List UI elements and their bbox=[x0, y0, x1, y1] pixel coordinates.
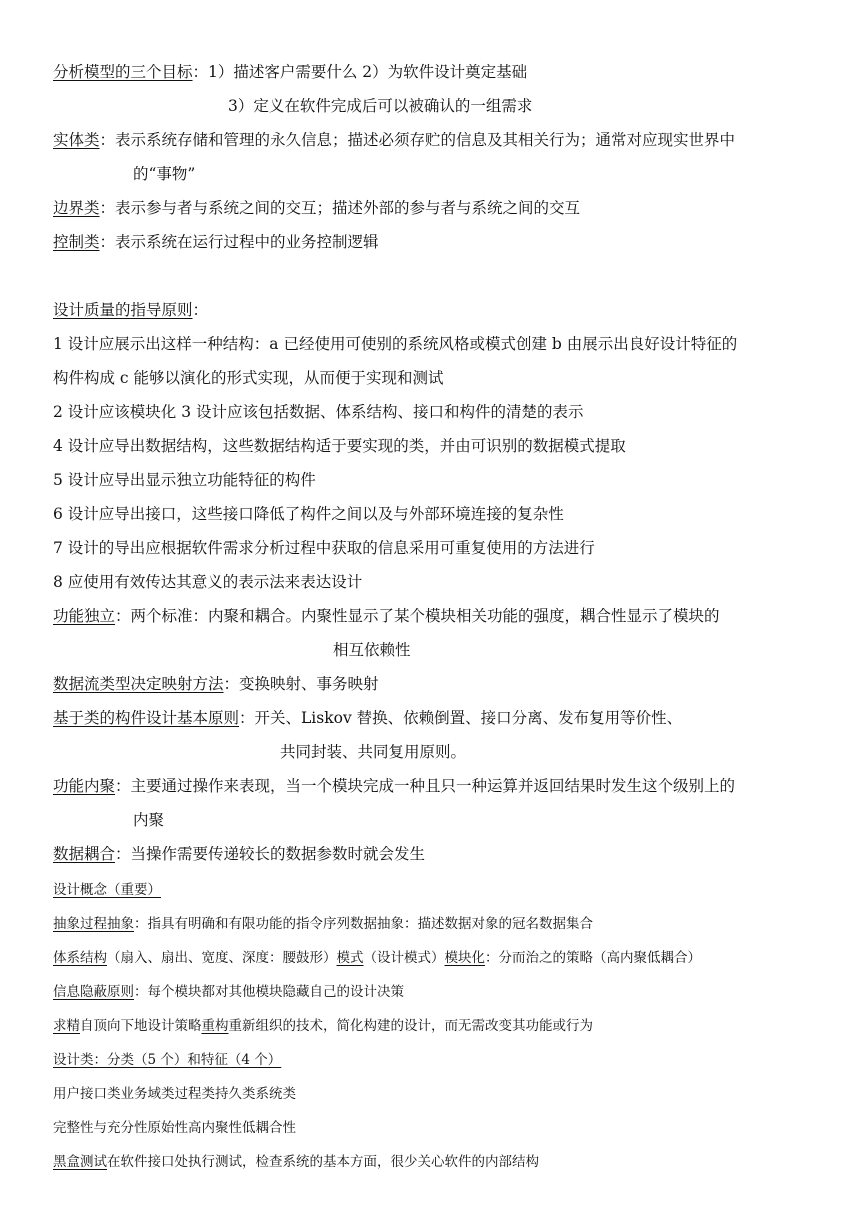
doc-line bbox=[53, 538, 595, 558]
doc-line bbox=[53, 948, 701, 968]
doc-line bbox=[53, 674, 379, 694]
line-text: 相互依赖性 bbox=[333, 641, 411, 659]
term: 设计质量的指导原则 bbox=[53, 301, 193, 319]
doc-line bbox=[133, 164, 195, 184]
term: 抽象过程抽象 bbox=[53, 916, 134, 932]
line-text: 8 应使用有效传达其意义的表示法来表达设计 bbox=[53, 573, 363, 591]
doc-line bbox=[53, 776, 735, 796]
line-text: 用户接口类业务域类过程类持久类系统类 bbox=[53, 1086, 296, 1102]
line-text: ：表示系统在运行过程中的业务控制逻辑 bbox=[99, 233, 379, 251]
line-text: 5 设计应导出显示独立功能特征的构件 bbox=[53, 471, 316, 489]
line-text: ：开关、Liskov 替换、依赖倒置、接口分离、发布复用等价性、 bbox=[239, 709, 683, 727]
term: 信息隐蔽原则 bbox=[53, 984, 134, 1000]
line-text: ： bbox=[192, 301, 209, 319]
doc-line bbox=[53, 232, 379, 252]
doc-line bbox=[53, 504, 564, 524]
line-text: 重新组织的技术，简化构建的设计，而无需改变其功能或行为 bbox=[228, 1018, 593, 1034]
line-text: 完整性与充分性原始性高内聚性低耦合性 bbox=[53, 1120, 296, 1136]
doc-line bbox=[53, 982, 404, 1002]
doc-line bbox=[53, 300, 208, 320]
doc-line bbox=[133, 810, 164, 830]
term: 边界类 bbox=[53, 199, 100, 217]
term: 数据耦合 bbox=[53, 845, 116, 863]
doc-line bbox=[228, 96, 532, 116]
line-text: ：变换映射、事务映射 bbox=[223, 675, 379, 693]
line-text: ：指具有明确和有限功能的指令序列数据抽象：描述数据对象的冠名数据集合 bbox=[134, 916, 593, 932]
line-text: 1 设计应展示出这样一种结构：a 已经使用可使别的系统风格或模式创建 b 由展示出良好设计特征的 bbox=[53, 335, 738, 353]
doc-line bbox=[53, 368, 444, 388]
doc-line bbox=[53, 880, 161, 900]
line-text: （设计模式） bbox=[363, 950, 445, 966]
line-text: ：分而治之的策略（高内聚低耦合） bbox=[485, 950, 701, 966]
line-text: （扇入、扇出、宽度、深度：腰鼓形） bbox=[107, 950, 337, 966]
doc-line bbox=[280, 742, 466, 762]
line-text: 3）定义在软件完成后可以被确认的一组需求 bbox=[228, 97, 533, 115]
doc-line bbox=[53, 198, 580, 218]
doc-line bbox=[53, 1152, 539, 1172]
doc-line bbox=[53, 470, 316, 490]
doc-line bbox=[333, 640, 411, 660]
doc-line bbox=[53, 1016, 593, 1036]
term: 黑盒测试 bbox=[53, 1154, 107, 1170]
line-text: ：两个标准：内聚和耦合。内聚性显示了某个模块相关功能的强度，耦合性显示了模块的 bbox=[115, 607, 720, 625]
doc-line bbox=[53, 334, 737, 354]
term: 求精 bbox=[53, 1018, 80, 1034]
doc-line bbox=[53, 914, 593, 934]
term: 数据流类型决定映射方法 bbox=[53, 675, 224, 693]
term: 设计类：分类（5 个）和特征（4 个） bbox=[53, 1052, 282, 1068]
doc-line bbox=[53, 606, 720, 626]
line-text: ：当操作需要传递较长的数据参数时就会发生 bbox=[115, 845, 426, 863]
doc-line bbox=[53, 1118, 296, 1138]
line-text: 共同封装、共同复用原则。 bbox=[280, 743, 467, 761]
term: 体系结构 bbox=[53, 950, 107, 966]
term: 实体类 bbox=[53, 131, 100, 149]
line-text: 6 设计应导出接口，这些接口降低了构件之间以及与外部环境连接的复杂性 bbox=[53, 505, 564, 523]
doc-line bbox=[53, 1084, 296, 1104]
line-text: 4 设计应导出数据结构，这些数据结构适于要实现的类，并由可识别的数据模式提取 bbox=[53, 437, 626, 455]
line-text: ：表示参与者与系统之间的交互；描述外部的参与者与系统之间的交互 bbox=[99, 199, 581, 217]
doc-line bbox=[53, 572, 362, 592]
line-text: ：表示系统存储和管理的永久信息；描述必须存贮的信息及其相关行为；通常对应现实世界中 bbox=[99, 131, 736, 149]
doc-line bbox=[53, 844, 425, 864]
doc-line bbox=[53, 130, 735, 150]
term: 模式 bbox=[336, 950, 364, 966]
term: 设计概念（重要） bbox=[53, 882, 161, 898]
line-text: 内聚 bbox=[133, 811, 165, 829]
line-text: 2 设计应该模块化 3 设计应该包括数据、体系结构、接口和构件的清楚的表示 bbox=[53, 403, 584, 421]
term: 重构 bbox=[201, 1018, 229, 1034]
term: 基于类的构件设计基本原则 bbox=[53, 709, 240, 727]
term: 功能独立 bbox=[53, 607, 116, 625]
doc-line bbox=[53, 402, 584, 422]
line-text: ：每个模块都对其他模块隐藏自己的设计决策 bbox=[134, 984, 404, 1000]
line-text: 在软件接口处执行测试，检查系统的基本方面，很少关心软件的内部结构 bbox=[107, 1154, 539, 1170]
term: 模块化 bbox=[444, 950, 485, 966]
term: 功能内聚 bbox=[53, 777, 116, 795]
term: 控制类 bbox=[53, 233, 100, 251]
doc-line bbox=[53, 62, 527, 82]
doc-line bbox=[53, 436, 626, 456]
doc-line bbox=[53, 1050, 281, 1070]
line-text: 的“事物” bbox=[133, 165, 196, 183]
term: 分析模型的三个目标 bbox=[53, 63, 193, 81]
line-text: 自顶向下地设计策略 bbox=[80, 1018, 202, 1034]
doc-line bbox=[53, 708, 682, 728]
line-text: ：1）描述客户需要什么 2）为软件设计奠定基础 bbox=[192, 63, 528, 81]
line-text: ：主要通过操作来表现，当一个模块完成一种且只一种运算并返回结果时发生这个级别上的 bbox=[115, 777, 736, 795]
line-text: 7 设计的导出应根据软件需求分析过程中获取的信息采用可重复使用的方法进行 bbox=[53, 539, 595, 557]
line-text: 构件构成 c 能够以演化的形式实现，从而便于实现和测试 bbox=[53, 369, 444, 387]
